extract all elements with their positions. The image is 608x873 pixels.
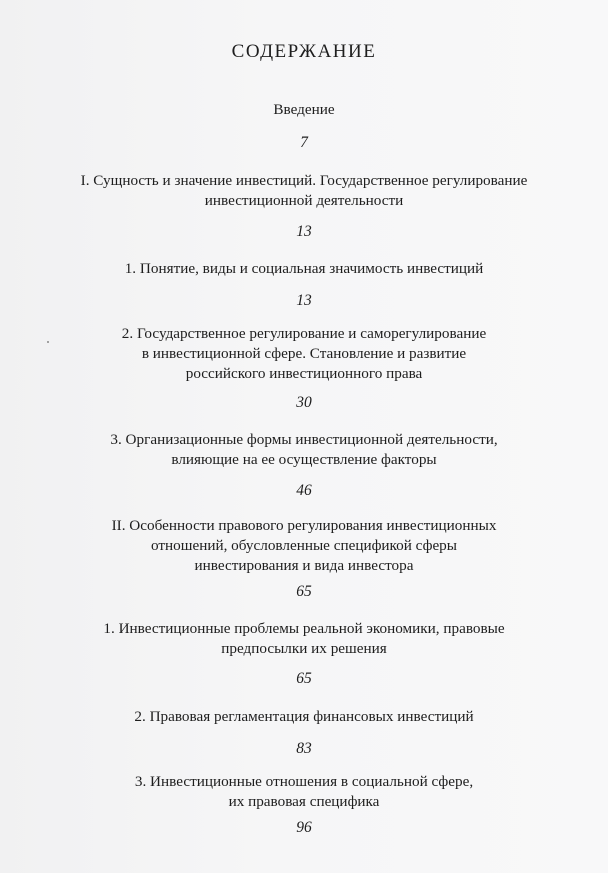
toc-page-number: 13: [296, 292, 312, 309]
toc-entry-section-2-3: 3. Инвестиционные отношения в социальной сфере, их правовая специфика: [134, 773, 474, 810]
toc-entry-section-1-1: 1. Понятие, виды и социальная значимость инвестиций: [124, 260, 484, 277]
toc-page-number: 83: [296, 740, 312, 757]
toc-entry-chapter-2: II. Особенности правового регулирования инвестиционных отношений, обусловленные спецификой сферы инвестирования и вида инвестора: [111, 517, 497, 574]
toc-page-number: 65: [296, 670, 312, 687]
page-title: СОДЕРЖАНИЕ: [231, 41, 377, 62]
toc-entry-section-1-2: 2. Государственное регулирование и саморегулирование в инвестиционной сфере. Становление и развитие российского инвестиционного права: [121, 325, 487, 382]
scan-speck: [47, 341, 49, 343]
toc-page-number: 46: [296, 482, 312, 499]
toc-entry-section-1-3: 3. Организационные формы инвестиционной деятельности, влияющие на ее осуществление факторы: [110, 431, 498, 468]
toc-page-number: 65: [296, 583, 312, 600]
toc-page-number: 7: [300, 134, 308, 151]
toc-entry-chapter-1: I. Сущность и значение инвестиций. Государственное регулирование инвестиционной деятельности: [80, 172, 528, 209]
toc-entry-section-2-1: 1. Инвестиционные проблемы реальной экономики, правовые предпосылки их решения: [103, 620, 505, 657]
toc-page-number: 96: [296, 819, 312, 836]
toc-entry-introduction: Введение: [273, 101, 335, 118]
toc-entry-section-2-2: 2. Правовая регламентация финансовых инвестиций: [134, 708, 474, 725]
toc-page-number: 30: [296, 394, 312, 411]
toc-page-number: 13: [296, 223, 312, 240]
